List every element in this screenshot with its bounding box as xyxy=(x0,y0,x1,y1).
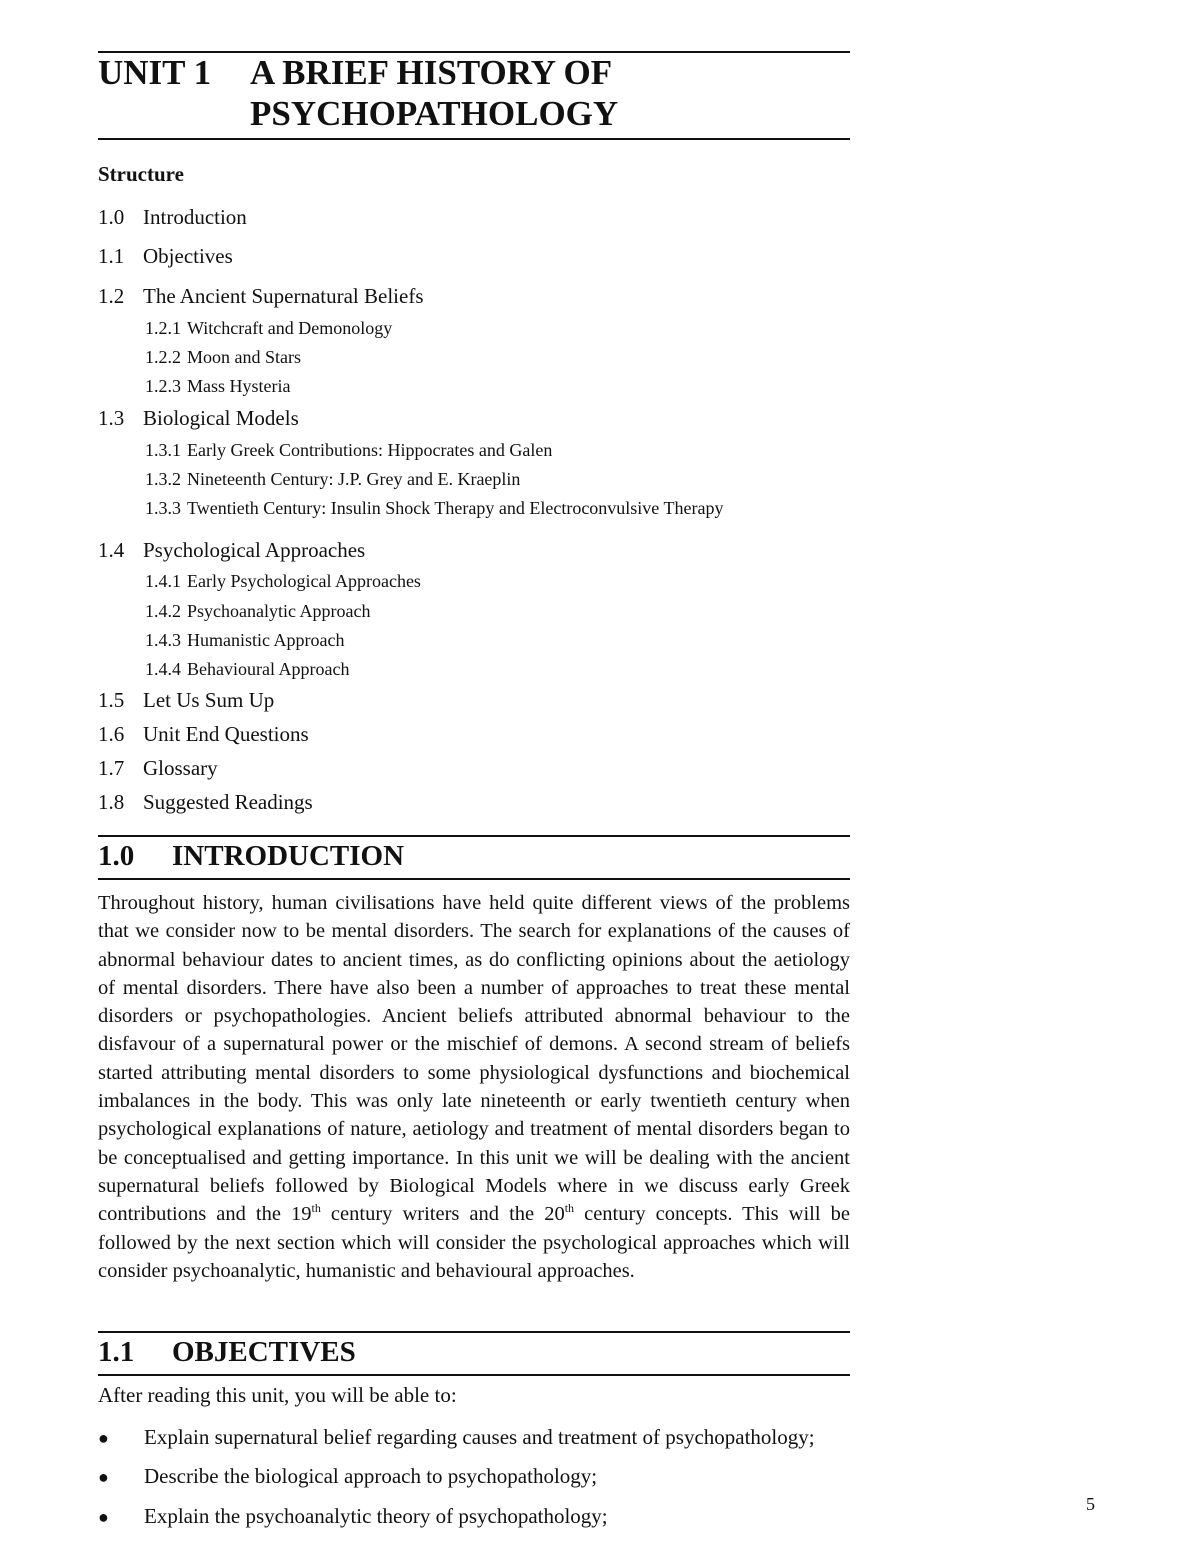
bullet-icon: ● xyxy=(98,1428,109,1448)
toc-item: 1.8 Suggested Readings xyxy=(98,790,313,814)
introduction-paragraph: Throughout history, human civilisations have held quite different views of the problems that we consider now to be mental disorders. The search for explanations of the causes of abnormal behaviour dates to ancient times, as do conflicting opinions about the aetiology of mental disorders. There have also been a number of approaches to treat these mental disorders or psychopathologies. Ancient beliefs attributed abnormal behaviour to the disfavour of a supernatural power or the mischief of demons. A second stream of beliefs started attributing mental disorders to some physiological dysfunctions and biochemical imbalances in the body. This was only late nineteenth or early twentieth century when psychological explanations of nature, aetiology and treatment of mental disorders began to be conceptualised and getting importance. In this unit we will be dealing with the ancient supernatural beliefs followed by Biological Models where in we discuss early Greek contributions and the 19th century writers and the 20th century concepts. This will be followed by the next section which will consider the psychological approaches which will consider psychoanalytic, humanistic and behavioural approaches. xyxy=(98,892,850,1282)
toc-subitem: 1.2.3 Mass Hysteria xyxy=(145,376,291,396)
list-item: ● Explain supernatural belief regarding causes and treatment of psychopathology; xyxy=(98,1425,815,1449)
bullet-icon: ● xyxy=(98,1507,109,1527)
bullet-icon: ● xyxy=(98,1467,109,1487)
toc-item: 1.7 Glossary xyxy=(98,756,218,780)
section-rule xyxy=(98,1374,850,1376)
unit-title-line-2: PSYCHOPATHOLOGY xyxy=(250,94,619,133)
page-number: 5 xyxy=(1086,1494,1095,1514)
toc-subitem: 1.3.1 Early Greek Contributions: Hippocrates and Galen xyxy=(145,440,553,460)
list-item: ● Explain the psychoanalytic theory of psychopathology; xyxy=(98,1504,608,1528)
toc-item: 1.6 Unit End Questions xyxy=(98,722,309,746)
toc-item: 1.2 The Ancient Supernatural Beliefs xyxy=(98,284,424,308)
list-item: ● Describe the biological approach to psychopathology; xyxy=(98,1464,598,1488)
unit-title-line-1: A BRIEF HISTORY OF xyxy=(250,53,613,92)
toc-subitem: 1.4.1 Early Psychological Approaches xyxy=(145,571,421,591)
objectives-lead: After reading this unit, you will be able to: xyxy=(98,1383,457,1407)
toc-subitem: 1.4.3 Humanistic Approach xyxy=(145,630,345,650)
toc-subitem: 1.3.2 Nineteenth Century: J.P. Grey and E. Kraeplin xyxy=(145,469,521,489)
introduction-heading: 1.0 INTRODUCTION xyxy=(98,840,405,872)
toc-item: 1.3 Biological Models xyxy=(98,406,299,430)
toc-subitem: 1.2.2 Moon and Stars xyxy=(145,347,301,367)
toc-subitem: 1.2.1 Witchcraft and Demonology xyxy=(145,318,393,338)
structure-label: Structure xyxy=(98,162,184,186)
section-rule xyxy=(98,835,850,837)
section-rule xyxy=(98,1331,850,1333)
section-rule xyxy=(98,878,850,880)
unit-number: UNIT 1 xyxy=(98,53,212,92)
toc-item: 1.4 Psychological Approaches xyxy=(98,538,366,562)
toc-subitem: 1.4.4 Behavioural Approach xyxy=(145,659,350,679)
toc-subitem: 1.4.2 Psychoanalytic Approach xyxy=(145,601,371,621)
toc-item: 1.5 Let Us Sum Up xyxy=(98,688,275,712)
title-bottom-rule xyxy=(98,138,850,140)
objectives-heading: 1.1 OBJECTIVES xyxy=(98,1336,356,1368)
toc-subitem: 1.3.3 Twentieth Century: Insulin Shock Therapy and Electroconvulsive Therapy xyxy=(145,498,724,518)
toc-item: 1.1 Objectives xyxy=(98,244,233,268)
toc-item: 1.0 Introduction xyxy=(98,205,247,229)
